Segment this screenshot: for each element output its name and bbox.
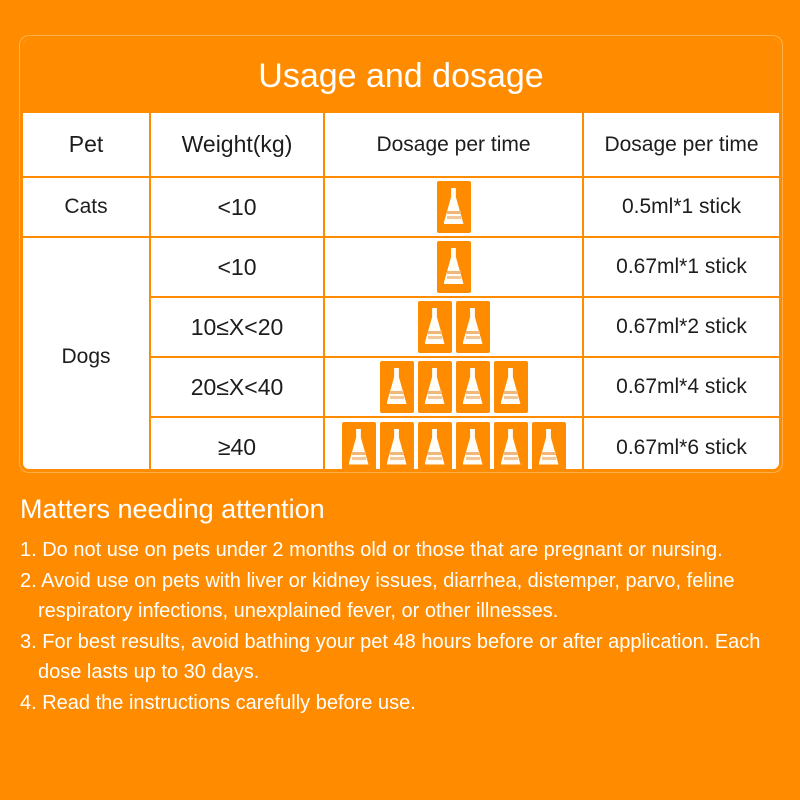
dose-stick-icon [494, 361, 528, 413]
header-pet: Pet [23, 113, 150, 177]
dosage-cell: 0.67ml*6 stick [583, 417, 779, 472]
dose-stick-icon [456, 301, 490, 353]
stick-group [325, 301, 582, 353]
weight-cell: 20≤X<40 [150, 357, 324, 417]
dosage-cell: 0.67ml*1 stick [583, 237, 779, 297]
attention-item: 4. Read the instructions carefully before use. [20, 692, 416, 714]
weight-cell: <10 [150, 237, 324, 297]
dose-stick-icon [418, 301, 452, 353]
pet-cell-dogs: Dogs [23, 237, 150, 472]
dose-stick-icon [437, 181, 471, 233]
attention-item: 1. Do not use on pets under 2 months old or those that are pregnant or nursing. [20, 539, 723, 561]
table-header-row [23, 113, 779, 177]
stick-group [325, 181, 582, 233]
dose-stick-icon [494, 422, 528, 473]
header-dosage-amount: Dosage per time [583, 113, 779, 177]
stick-group [325, 361, 582, 413]
dose-stick-icon [456, 361, 490, 413]
table-row [23, 237, 779, 297]
stick-cell [324, 297, 583, 357]
stick-cell [324, 177, 583, 237]
stick-group [325, 422, 582, 473]
weight-cell: 10≤X<20 [150, 297, 324, 357]
dose-stick-icon [380, 361, 414, 413]
dose-stick-icon [456, 422, 490, 473]
attention-item: 2. Avoid use on pets with liver or kidney issues, diarrhea, distemper, parvo, feline respiratory infections, unexplained fever, or other illnesses. [20, 570, 735, 622]
dosage-cell: 0.67ml*4 stick [583, 357, 779, 417]
dosage-table [23, 113, 779, 472]
card-title: Usage and dosage [23, 39, 779, 113]
dose-stick-icon [418, 422, 452, 473]
stick-cell [324, 417, 583, 472]
header-dosage-visual: Dosage per time [324, 113, 583, 177]
stick-cell [324, 357, 583, 417]
dose-stick-icon [437, 241, 471, 293]
dose-stick-icon [532, 422, 566, 473]
weight-cell: ≥40 [150, 417, 324, 472]
attention-title: Matters needing attention [20, 494, 325, 524]
dose-stick-icon [418, 361, 452, 413]
dosage-cell: 0.5ml*1 stick [583, 177, 779, 237]
dose-stick-icon [380, 422, 414, 473]
dosage-card [20, 36, 782, 472]
dose-stick-icon [342, 422, 376, 473]
stick-group [325, 241, 582, 293]
dosage-cell: 0.67ml*2 stick [583, 297, 779, 357]
attention-list [20, 535, 800, 718]
pet-cell-cats: Cats [23, 177, 150, 237]
table-row [23, 177, 779, 237]
attention-item: 3. For best results, avoid bathing your pet 48 hours before or after application. Each dose lasts up to 30 days. [20, 631, 761, 683]
stick-cell [324, 237, 583, 297]
weight-cell: <10 [150, 177, 324, 237]
header-weight: Weight(kg) [150, 113, 324, 177]
attention-section [20, 494, 800, 719]
